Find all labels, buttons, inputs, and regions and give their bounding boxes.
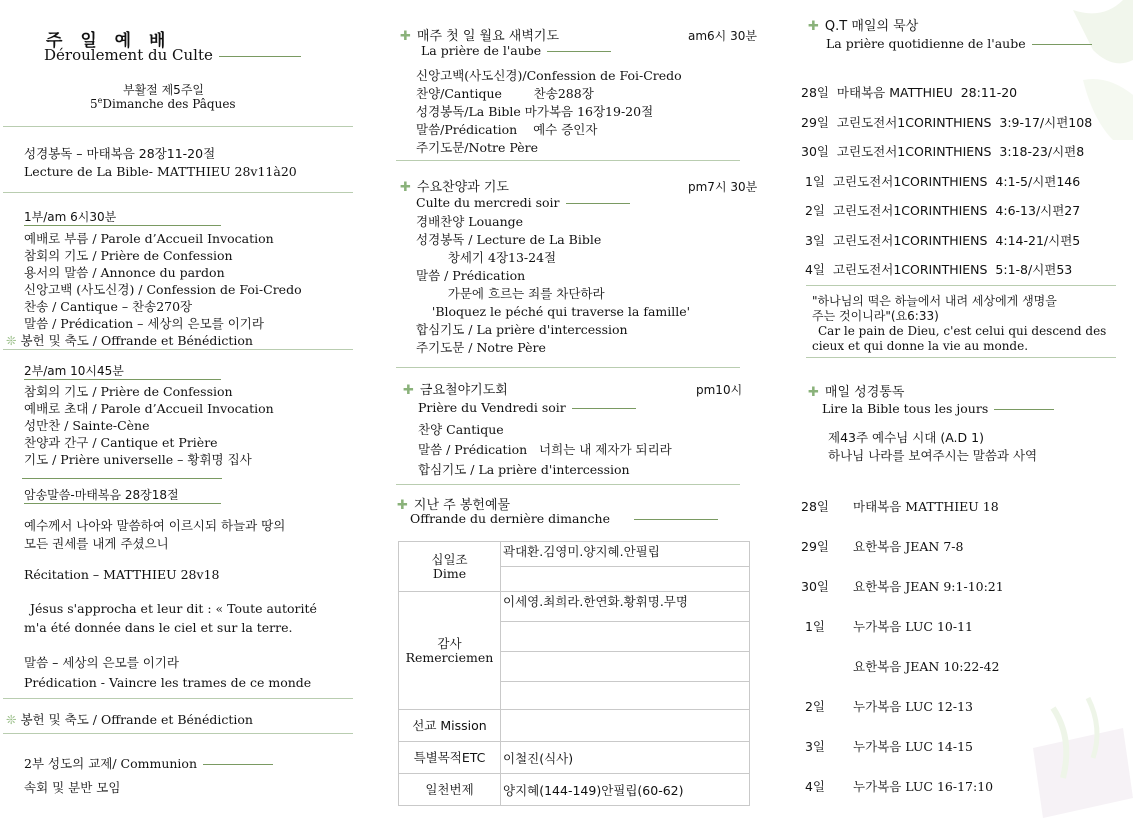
reading-fr: Lecture de La Bible- MATTHIEU 28v11à20	[24, 164, 297, 179]
list-item: 주기도문 / Notre Père	[416, 340, 546, 355]
reading-ko: 성경봉독 – 마태복음 28장11-20절	[24, 146, 216, 161]
divider	[806, 357, 1116, 358]
special-label: 특별목적ETC	[399, 742, 501, 774]
offer-heading: ✚ 지난 주 봉헌예물	[397, 498, 511, 513]
divider	[3, 349, 353, 350]
list-item: 주기도문/Notre Père	[416, 140, 538, 155]
memory-ko-1: 예수께서 나아와 말씀하여 이르시되 하늘과 땅의	[24, 518, 286, 533]
list-item: 말씀/Prédication 예수 증인자	[416, 122, 598, 137]
list-item: 신앙고백 (사도신경) / Confession de Foi-Credo	[24, 282, 302, 297]
week-line-1: 제43주 예수님 시대 (A.D 1)	[828, 430, 984, 445]
dawn-list	[416, 67, 682, 157]
cross-icon: ✚	[403, 383, 414, 398]
bible-heading: ✚ 매일 성경통독	[808, 385, 905, 400]
cross-icon: ✚	[397, 498, 408, 513]
tithe-label: 십일조 Dime	[399, 542, 501, 592]
reading-list	[801, 487, 1004, 807]
offering-table	[398, 541, 750, 806]
bible-fr: Lire la Bible tous les jours	[822, 401, 1054, 416]
service1-last: ❊ 봉헌 및 축도 / Offrande et Bénédiction	[6, 333, 253, 348]
list-item: 성경봉독/La Bible 마가복음 16장19-20절	[416, 104, 654, 119]
memory-ko-2: 모든 권세를 내게 주셨으니	[24, 536, 169, 551]
list-item: 용서의 말씀 / Annonce du pardon	[24, 265, 225, 280]
list-item: 28일 마태복음 MATTHIEU 18	[801, 499, 999, 514]
wed-time: pm7시 30분	[688, 180, 758, 194]
table-cell	[501, 682, 750, 710]
list-item: 기도 / Prière universelle – 황휘명 집사	[24, 452, 252, 467]
memory-fr-2: m'a été donnée dans le ciel et sur la terre.	[24, 620, 293, 635]
cross-icon: ✚	[808, 19, 819, 34]
sermon-fr: Prédication - Vaincre les trames de ce monde	[24, 675, 312, 690]
recitation: Récitation – MATTHIEU 28v18	[24, 567, 220, 582]
list-item: 30일 요한복음 JEAN 9:1-10:21	[801, 579, 1004, 594]
service1-heading: 1부/am 6시30분	[24, 208, 221, 226]
season-fr: 5eDimanche des Pâques	[90, 96, 236, 111]
list-item: 합심기도 / La prière d'intercession	[416, 322, 628, 337]
fri-list	[418, 420, 672, 480]
table-cell	[501, 622, 750, 652]
offer-fr: Offrande du dernière dimanche	[410, 511, 718, 526]
divider	[3, 733, 353, 734]
dawn-heading: ✚ 매주 첫 일 월요 새벽기도	[400, 29, 560, 44]
list-item: 1일 누가복음 LUC 10-11	[801, 619, 973, 634]
cross-icon: ✚	[400, 180, 411, 195]
wed-list	[416, 213, 690, 357]
divider	[3, 126, 353, 127]
thousand-names: 양지혜(144-149)안필립(60-62)	[501, 774, 750, 806]
page-title: 주 일 예 배	[46, 31, 172, 51]
service2-heading: 2부/am 10시45분	[24, 362, 221, 380]
fri-fr: Prière du Vendredi soir	[418, 400, 636, 415]
list-item: 가문에 흐르는 죄를 차단하라	[416, 286, 605, 301]
divider	[3, 192, 353, 193]
list-item: 찬송 / Cantique – 찬송270장	[24, 299, 193, 314]
list-item: 참회의 기도 / Prière de Confession	[24, 384, 233, 399]
table-cell	[501, 652, 750, 682]
list-item: 말씀 / Prédication	[416, 268, 526, 283]
list-item: 찬양과 간구 / Cantique et Prière	[24, 435, 218, 450]
list-item: 2일 누가복음 LUC 12-13	[801, 699, 973, 714]
memory-fr-1: Jésus s'approcha et leur dit : « Toute autorité	[30, 601, 317, 616]
divider	[806, 285, 1116, 286]
wed-fr: Culte du mercredi soir	[416, 195, 630, 210]
divider	[22, 478, 222, 479]
list-item: 말씀 / Prédication 너희는 내 제자가 되리라	[418, 442, 672, 457]
list-item: 예배로 초대 / Parole d’Accueil Invocation	[24, 401, 274, 416]
divider	[396, 160, 740, 161]
cross-icon: ✚	[808, 385, 819, 400]
service2-list	[24, 383, 274, 468]
book-decoration-icon	[993, 688, 1133, 818]
list-item: 1일 고린도전서1CORINTHIENS 4:1-5/시편146	[801, 173, 1081, 189]
meeting: 속회 및 분반 모임	[24, 780, 121, 795]
wed-heading: ✚ 수요찬양과 기도	[400, 180, 509, 195]
list-item: 말씀 / Prédication – 세상의 은모를 이기라	[24, 316, 264, 331]
sermon-ko: 말씀 – 세상의 은모를 이기라	[24, 655, 179, 670]
flower-icon: ❊	[6, 712, 17, 727]
list-item: 성경봉독 / Lecture de La Bible	[416, 232, 602, 247]
thanks-label: 감사 Remerciemen	[399, 592, 501, 710]
list-item: 창세기 4장13-24절	[416, 250, 557, 265]
thanks-names: 이세영.최희라.한연화.황휘명.무명	[501, 592, 750, 622]
quote-ko-1: "하나님의 떡은 하늘에서 내려 세상에게 생명을	[812, 294, 1057, 308]
list-item: 합심기도 / La prière d'intercession	[418, 462, 630, 477]
list-item: 29일 고린도전서1CORINTHIENS 3:9-17/시편108	[801, 114, 1093, 130]
dawn-fr: La prière de l'aube	[421, 43, 611, 58]
quote-ko-2: 주는 것이니라"(요6:33)	[812, 309, 939, 323]
list-item: 찬양 Cantique	[418, 422, 504, 437]
list-item: 30일 고린도전서1CORINTHIENS 3:18-23/시편8	[801, 144, 1085, 159]
list-item: 성만찬 / Sainte-Cène	[24, 418, 150, 433]
fri-time: pm10시	[696, 383, 743, 397]
list-item: 'Bloquez le péché qui traverse la famille'	[416, 304, 691, 319]
list-item: 29일 요한복음 JEAN 7-8	[801, 539, 964, 554]
list-item: 신앙고백(사도신경)/Confession de Foi-Credo	[416, 68, 682, 83]
list-item: 참회의 기도 / Prière de Confession	[24, 248, 233, 263]
tithe-names: 곽대환.김영미.양지혜.안필립	[501, 542, 750, 567]
fri-heading: ✚ 금요철야기도회	[403, 383, 508, 398]
table-cell	[501, 567, 750, 592]
culte-subtitle: Déroulement du Culte	[44, 46, 301, 64]
communion: 2부 성도의 교제/ Communion	[24, 754, 273, 772]
week-line-2: 하나님 나라를 보여주시는 말씀과 사역	[828, 448, 1038, 463]
dawn-time: am6시 30분	[688, 29, 757, 43]
special-names: 이철진(식사)	[501, 742, 750, 774]
table-cell	[501, 710, 750, 742]
qt-list	[801, 78, 1092, 285]
list-item: 찬양/Cantique 찬송288장	[416, 86, 594, 101]
qt-fr: La prière quotidienne de l'aube	[826, 36, 1092, 51]
divider	[3, 698, 353, 699]
list-item: 3일 고린도전서1CORINTHIENS 4:14-21/시편5	[801, 232, 1081, 248]
mission-label: 선교 Mission	[399, 710, 501, 742]
list-item: 3일 누가복음 LUC 14-15	[801, 739, 973, 754]
list-item: 경배찬양 Louange	[416, 214, 524, 229]
list-item: 4일 고린도전서1CORINTHIENS 5:1-8/시편53	[801, 262, 1073, 277]
quote-fr-1: Car le pain de Dieu, c'est celui qui descend des	[818, 324, 1107, 338]
service1-list	[24, 230, 302, 332]
list-item: 28일 마태복음 MATTHIEU 28:11-20	[801, 85, 1018, 100]
divider	[396, 367, 740, 368]
list-item: 2일 고린도전서1CORINTHIENS 4:6-13/시편27	[801, 203, 1081, 218]
cross-icon: ✚	[400, 29, 411, 44]
quote-fr-2: cieux et qui donne la vie au monde.	[812, 339, 1029, 353]
divider	[396, 484, 740, 485]
offering-line: ❊ 봉헌 및 축도 / Offrande et Bénédiction	[6, 712, 253, 727]
season-ko: 부활절 제5주일	[123, 83, 205, 97]
qt-heading: ✚ Q.T 매일의 묵상	[808, 19, 919, 34]
list-item: 예배로 부름 / Parole d’Accueil Invocation	[24, 231, 274, 246]
thousand-label: 일천번제	[399, 774, 501, 806]
list-item: 4일 누가복음 LUC 16-17:10	[801, 779, 994, 794]
list-item: 요한복음 JEAN 10:22-42	[853, 659, 1000, 674]
memory-heading: 암송말씀-마태복음 28장18절	[24, 486, 221, 504]
flower-icon: ❊	[6, 333, 17, 348]
